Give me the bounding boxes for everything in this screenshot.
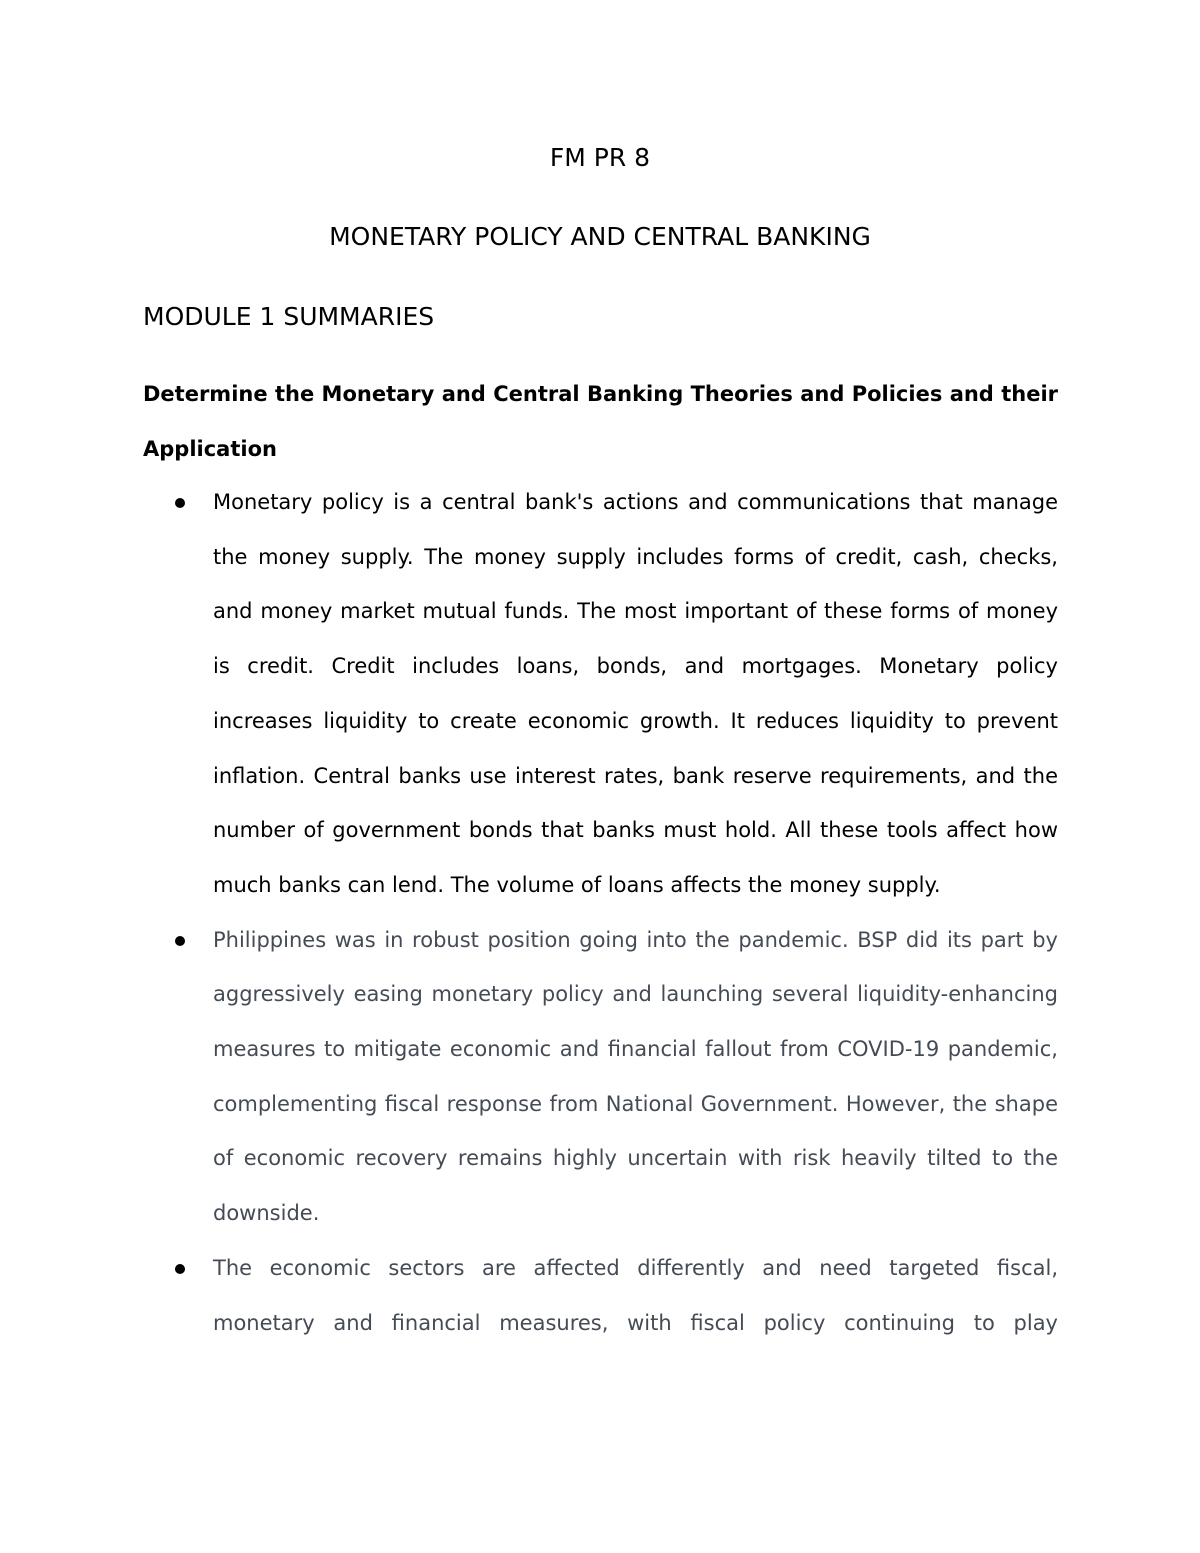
bullet-icon: [175, 936, 185, 946]
list-item: [0, 913, 1058, 1241]
bullet-icon: [175, 1264, 185, 1274]
course-title: MONETARY POLICY AND CENTRAL BANKING: [329, 222, 871, 251]
course-code-title: FM PR 8: [549, 143, 651, 172]
list-item: [0, 1241, 1058, 1350]
bullet-text: Monetary policy is a central bank's actions and communications that manage the money supply. The money supply includes forms of credit, cash, checks, and money market mutual funds. The most important of these forms of money is credit. Credit includes loans, bonds, and mortgages. Monetary policy increases liquidity to create economic growth. It reduces liquidity to prevent inflation. Central banks use interest rates, bank reserve requirements, and the number of government bonds that banks must hold. All these tools affect how much banks can lend. The volume of loans affects the money supply.: [213, 490, 1058, 897]
module-heading: MODULE 1 SUMMARIES: [143, 302, 435, 331]
summary-bullet-list: [0, 475, 1200, 1350]
bullet-text: The economic sectors are affected differently and need targeted fiscal, monetary and financial measures, with fiscal policy continuing to play: [213, 1255, 1058, 1335]
bullet-text: Philippines was in robust position going into the pandemic. BSP did its part by aggressively easing monetary policy and launching several liquidity-enhancing measures to mitigate economic and financial fallout from COVID-19 pandemic, complementing fiscal response from National Government. However, the shape of economic recovery remains highly uncertain with risk heavily tilted to the downside.: [213, 927, 1058, 1226]
bullet-icon: [175, 498, 185, 508]
list-item: [0, 475, 1058, 913]
section-heading: Determine the Monetary and Central Banking Theories and Policies and their Application: [143, 382, 1058, 461]
